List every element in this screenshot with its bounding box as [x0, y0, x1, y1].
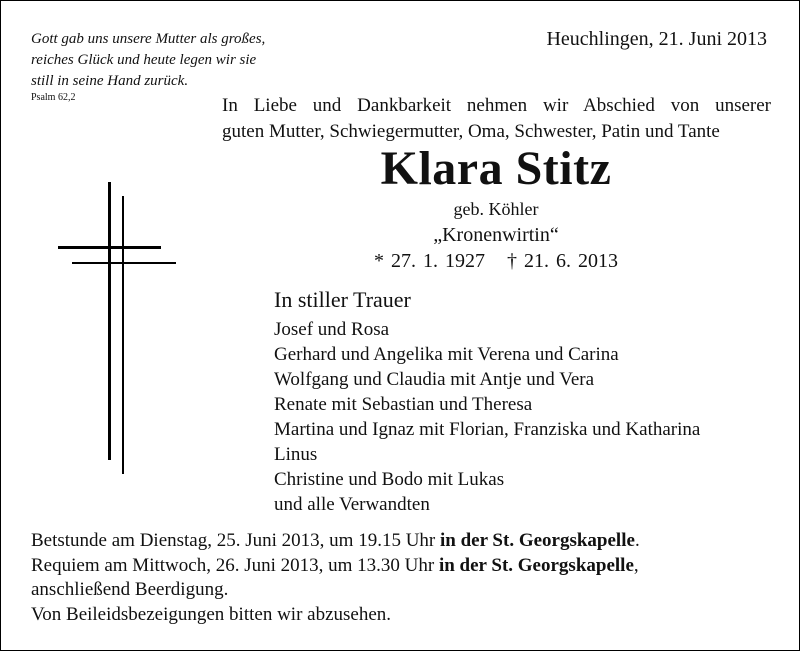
- mourner-entry: Gerhard und Angelika mit Verena und Carina: [274, 344, 619, 365]
- mourners-list: [274, 317, 700, 517]
- mourner-entry: Wolfgang und Claudia mit Antje und Vera: [274, 369, 595, 390]
- birth-date: * 27. 1. 1927: [374, 250, 485, 272]
- requiem-service-time: Requiem am Mittwoch, 26. Juni 2013, um 13.30 Uhr: [31, 554, 435, 576]
- deceased-name: Klara Stitz: [380, 142, 612, 195]
- cross-vertical-bar: [108, 182, 111, 460]
- cross-icon: [58, 182, 178, 474]
- nickname: „Kronenwirtin“: [433, 224, 559, 246]
- mourner-entry: Renate mit Sebastian und Theresa: [274, 394, 533, 415]
- cross-horizontal-bar: [72, 262, 176, 264]
- verse-reference: Psalm 62,2: [31, 92, 76, 103]
- intro-line: guten Mutter, Schwiegermutter, Oma, Schwester, Patin und Tante: [222, 121, 720, 142]
- verse-line: still in seine Hand zurück.: [31, 73, 189, 89]
- prayer-service-time: Betstunde am Dienstag, 25. Juni 2013, um 19.15 Uhr: [31, 530, 436, 551]
- death-date: † 21. 6. 2013: [507, 250, 618, 272]
- mourner-entry: Linus: [274, 444, 318, 465]
- cross-vertical-bar: [122, 196, 124, 474]
- services-info: [31, 529, 640, 627]
- burial-note: anschließend Beerdigung.: [31, 579, 229, 600]
- prayer-service-location: in der St. Georgskapelle: [440, 530, 635, 551]
- intro-line: In Liebe und Dankbarkeit nehmen wir Abschied von unserer: [222, 95, 771, 116]
- mourner-entry: Christine und Bodo mit Lukas: [274, 469, 505, 490]
- mourning-title: In stiller Trauer: [274, 287, 411, 312]
- mourner-entry: Josef und Rosa: [274, 319, 390, 340]
- birth-name: geb. Köhler: [453, 199, 539, 219]
- requiem-service-location: in der St. Georgskapelle: [438, 554, 634, 576]
- verse-line: reiches Glück und heute legen wir sie: [31, 52, 257, 68]
- prayer-service: Betstunde am Dienstag, 25. Juni 2013, um 19.15 Uhr in der St. Georgskapelle.: [31, 530, 640, 551]
- condolences-note: Von Beileidsbezeigungen bitten wir abzusehen.: [31, 603, 392, 625]
- cross-horizontal-bar: [58, 246, 161, 249]
- verse-line: Gott gab uns unsere Mutter als großes,: [31, 31, 266, 47]
- requiem-service: Requiem am Mittwoch, 26. Juni 2013, um 13.30 Uhr in der St. Georgskapelle,: [31, 554, 639, 576]
- place-date: Heuchlingen, 21. Juni 2013: [546, 28, 767, 50]
- mourner-entry: und alle Verwandten: [274, 494, 430, 515]
- mourner-entry: Martina und Ignaz mit Florian, Franziska und Katharina: [274, 419, 701, 440]
- intro-text: [222, 93, 771, 145]
